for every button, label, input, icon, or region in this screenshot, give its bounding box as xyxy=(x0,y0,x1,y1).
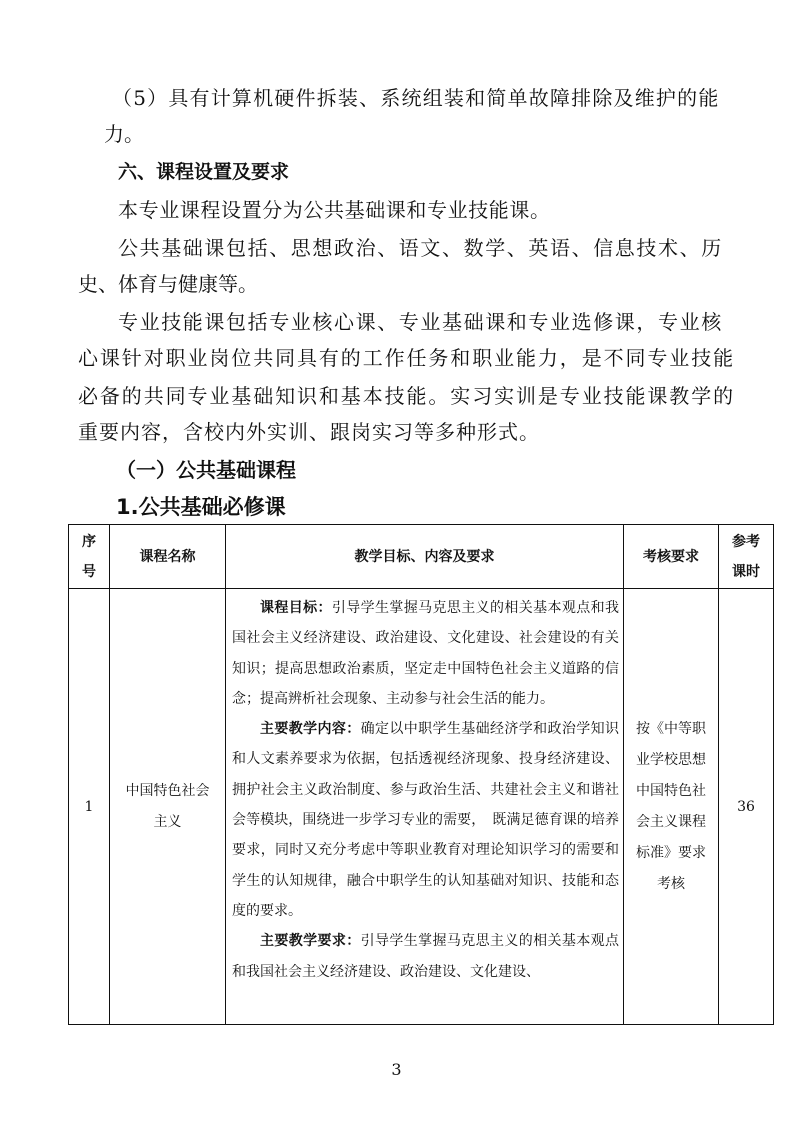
paragraph-line: 必备的共同专业基础知识和基本技能。实习实训是专业技能课教学的 xyxy=(78,384,735,408)
cell-course-name xyxy=(110,589,226,1025)
cell-hours: 36 xyxy=(719,589,774,1025)
paragraph-line: 重要内容，含校内外实训、跟岗实习等多种形式。 xyxy=(78,420,540,444)
subsubsection-heading: 1.公共基础必修课 xyxy=(116,495,286,519)
paragraph-line: 力。 xyxy=(104,122,144,146)
course-table xyxy=(68,524,774,1025)
assessment-line: 会主义课程 xyxy=(636,813,706,830)
paragraph-line: 史、体育与健康等。 xyxy=(78,272,258,296)
header-seq-line: 号 xyxy=(82,563,96,580)
goal-label: 课程目标： xyxy=(260,600,332,616)
page-number: 3 xyxy=(391,1060,402,1079)
goal-text: 引导学生掌握马克思主义的相关基本观点和我国社会主义经济建设、政治建设、文化建设、社会建设的有关知识；提高思想政治素质，坚定走中国特色社会主义道路的信念；提高辨析社会现象、主动参与社会生活的能力。 xyxy=(232,600,619,707)
assessment-line: 按《中等职 xyxy=(636,720,706,737)
cell-content xyxy=(226,589,624,1025)
cell-seq: 1 xyxy=(69,589,110,1025)
header-course-name: 课程名称 xyxy=(110,525,226,589)
paragraph-line: 公共基础课包括、思想政治、语文、数学、英语、信息技术、历 xyxy=(118,236,723,260)
requirement-text: 引导学生掌握马克思主义的相关基本观点和我国社会主义经济建设、政治建设、文化建设、 xyxy=(232,933,619,980)
header-seq-line: 序 xyxy=(82,533,96,550)
header-hours-line: 参考 xyxy=(732,533,760,550)
header-hours-line: 课时 xyxy=(732,563,760,580)
assessment-line: 考核 xyxy=(657,875,685,892)
header-content: 教学目标、内容及要求 xyxy=(226,525,624,589)
course-goal xyxy=(232,593,619,714)
cell-assessment xyxy=(624,589,719,1025)
header-seq xyxy=(69,525,110,589)
table-row xyxy=(69,589,774,1025)
subsection-heading: （一）公共基础课程 xyxy=(116,458,296,482)
content-label: 主要教学内容： xyxy=(260,721,361,738)
course-name-line: 中国特色社会 xyxy=(125,782,210,799)
table-header-row xyxy=(69,525,774,589)
assessment-line: 业学校思想 xyxy=(636,751,706,768)
header-assessment: 考核要求 xyxy=(624,525,719,589)
section-heading: 六、课程设置及要求 xyxy=(118,161,290,183)
assessment-line: 标准》要求 xyxy=(636,844,706,861)
course-name-line: 主义 xyxy=(153,813,182,830)
paragraph-line: 专业技能课包括专业核心课、专业基础课和专业选修课，专业核 xyxy=(118,310,723,334)
assessment-line: 中国特色社 xyxy=(636,782,706,799)
paragraph-line: 心课针对职业岗位共同具有的工作任务和职业能力，是不同专业技能 xyxy=(78,346,735,370)
content-text: 确定以中职学生基础经济学和政治学知识和人文素养要求为依据，包括透视经济现象、投身经济建设、拥护社会主义政治制度、参与政治生活、共建社会主义和谐社会等模块，围绕进一步学习专业的需要， 既满足德育课的培养要求，同时又充分考虑中等职业教育对理论知识学习的需要和学生的认知规律，融合中职学生的认知基础对知识、技能和态度的要求。 xyxy=(232,721,619,919)
course-requirement xyxy=(232,926,619,987)
requirement-label: 主要教学要求： xyxy=(260,933,361,950)
course-content xyxy=(232,714,619,926)
header-hours xyxy=(719,525,774,589)
paragraph-line: 本专业课程设置分为公共基础课和专业技能课。 xyxy=(118,198,551,222)
paragraph-line: （5）具有计算机硬件拆装、系统组装和简单故障排除及维护的能 xyxy=(112,86,720,110)
